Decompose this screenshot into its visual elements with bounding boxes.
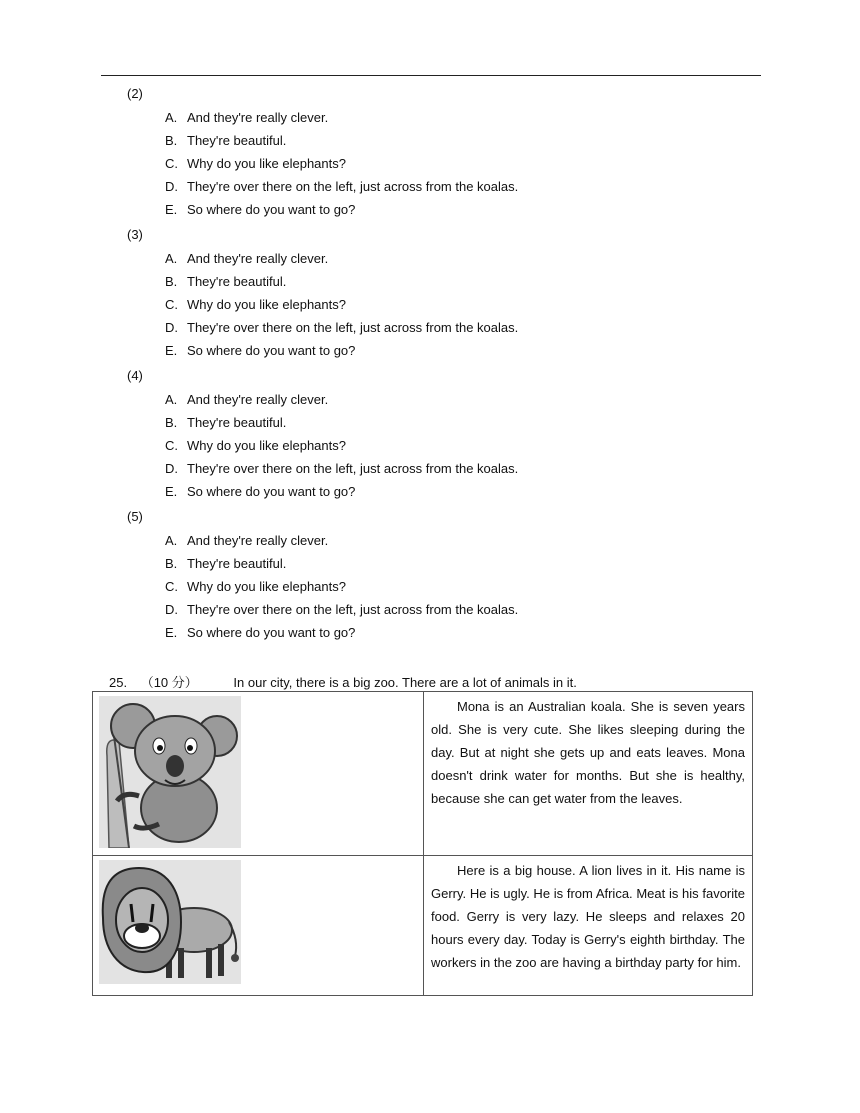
option-4d: D. They're over there on the left, just across from the koalas. <box>165 461 519 476</box>
option-2b: B. They're beautiful. <box>165 133 287 148</box>
lion-description: Here is a big house. A lion lives in it. His name is Gerry. He is ugly. He is from Africa. Meat is his favorite food. Gerry is very lazy. He sleeps and relaxes 20 hours every day. Today is Gerry's eighth birthday. The workers in the zoo are having a birthday party for him. <box>431 863 745 970</box>
option-3b: B. They're beautiful. <box>165 274 287 289</box>
question-25-points: （10 分） <box>140 675 198 690</box>
option-4e: E. So where do you want to go? <box>165 484 356 499</box>
table-row-lion <box>93 856 753 996</box>
koala-image-cell <box>93 692 424 856</box>
question-number-2: (2) <box>127 86 143 101</box>
question-25-header <box>109 672 577 691</box>
lion-description-cell <box>424 856 753 996</box>
koala-description-cell <box>424 692 753 856</box>
question-number-5: (5) <box>127 509 143 524</box>
option-5c: C. Why do you like elephants? <box>165 579 346 594</box>
question-25-number: 25. <box>109 675 128 690</box>
lion-image-cell <box>93 856 424 996</box>
zoo-animal-table <box>92 691 753 996</box>
option-3d: D. They're over there on the left, just across from the koalas. <box>165 320 519 335</box>
table-row-koala <box>93 692 753 856</box>
option-2d: D. They're over there on the left, just across from the koalas. <box>165 179 519 194</box>
option-3a: A. And they're really clever. <box>165 251 329 266</box>
option-4c: C. Why do you like elephants? <box>165 438 346 453</box>
option-2c: C. Why do you like elephants? <box>165 156 346 171</box>
lion-image <box>99 860 241 984</box>
option-4b: B. They're beautiful. <box>165 415 287 430</box>
option-5a: A. And they're really clever. <box>165 533 329 548</box>
option-4a: A. And they're really clever. <box>165 392 329 407</box>
option-2e: E. So where do you want to go? <box>165 202 356 217</box>
option-5b: B. They're beautiful. <box>165 556 287 571</box>
koala-image <box>99 696 241 848</box>
header-rule <box>101 75 761 76</box>
koala-description: Mona is an Australian koala. She is seven years old. She is very cute. She likes sleeping during the day. But at night she gets up and eats leaves. Mona doesn't drink water for months. But she is healthy, because she can get water from the leaves. <box>431 699 745 806</box>
option-2a: A. And they're really clever. <box>165 110 329 125</box>
question-number-4: (4) <box>127 368 143 383</box>
question-25-intro: In our city, there is a big zoo. There are a lot of animals in it. <box>233 675 577 690</box>
question-number-3: (3) <box>127 227 143 242</box>
option-5e: E. So where do you want to go? <box>165 625 356 640</box>
option-5d: D. They're over there on the left, just across from the koalas. <box>165 602 519 617</box>
option-3e: E. So where do you want to go? <box>165 343 356 358</box>
option-3c: C. Why do you like elephants? <box>165 297 346 312</box>
